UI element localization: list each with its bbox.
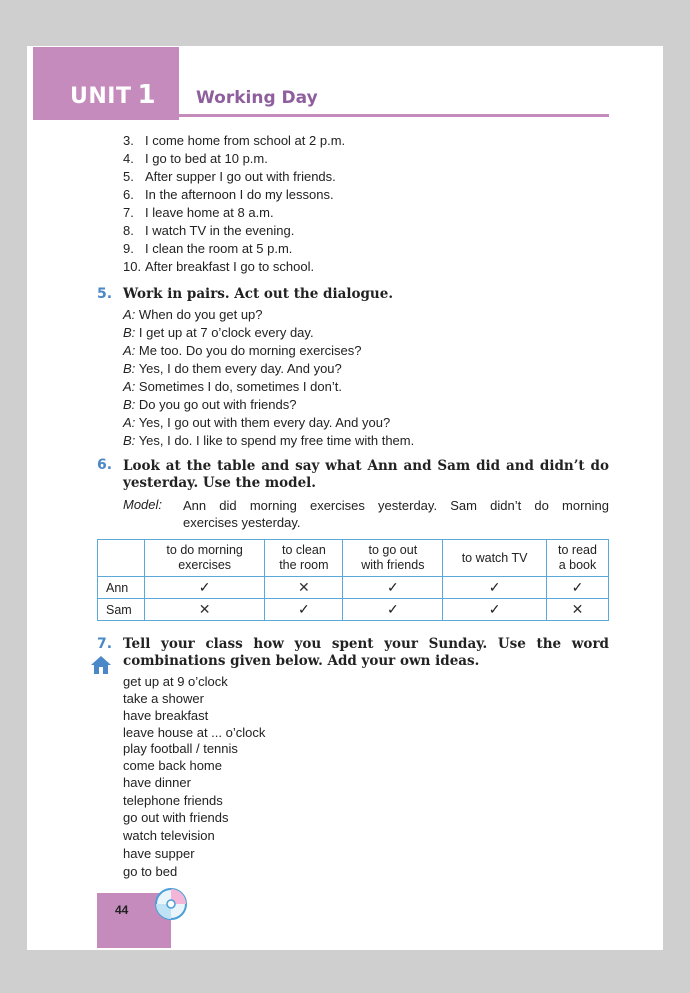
table-cell: ✓	[343, 577, 443, 599]
table-corner-cell	[98, 540, 145, 577]
list-item: 9. I clean the room at 5 p.m.	[123, 241, 293, 256]
dialogue-line: A: When do you get up?	[123, 307, 263, 322]
phrase-item: have dinner	[123, 775, 191, 790]
phrase-item: go to bed	[123, 864, 178, 879]
table-cell: ✓	[343, 599, 443, 621]
table-header: to clean the room	[265, 540, 343, 577]
dialogue-line: B: Do you go out with friends?	[123, 397, 297, 412]
cd-icon	[154, 887, 188, 921]
phrase-item: leave house at ... o’clock	[123, 725, 266, 740]
dialogue-line: B: Yes, I do them every day. And you?	[123, 361, 342, 376]
exercise-7-instruction-line1: Tell your class how you spent your Sunday. Use the word	[123, 636, 609, 652]
phrase-item: have breakfast	[123, 708, 209, 723]
page-number: 44	[115, 903, 129, 917]
phrase-item: have supper	[123, 846, 195, 861]
exercise-6-instruction-line1: Look at the table and say what Ann and Sam did and didn’t do	[123, 458, 609, 474]
table-cell: ✕	[265, 577, 343, 599]
row-name: Ann	[98, 577, 145, 599]
phrase-item: come back home	[123, 758, 222, 773]
dialogue-line: A: Sometimes I do, sometimes I don’t.	[123, 379, 342, 394]
phrase-item: telephone friends	[123, 793, 223, 808]
table-header: to watch TV	[443, 540, 547, 577]
table-cell: ✕	[145, 599, 265, 621]
table-row	[98, 577, 609, 599]
phrase-item: watch television	[123, 828, 215, 843]
exercise-7-number: 7.	[97, 636, 113, 652]
unit-title: Working Day	[196, 88, 318, 108]
dialogue-line: A: Yes, I go out with them every day. And you?	[123, 415, 391, 430]
home-icon	[90, 654, 112, 676]
table-header: to go out with friends	[343, 540, 443, 577]
table-header-row	[98, 540, 609, 577]
table-cell: ✓	[443, 599, 547, 621]
exercise-7-instruction-line2: combinations given below. Add your own ideas.	[123, 653, 480, 669]
exercise-6-instruction-line2: yesterday. Use the model.	[123, 475, 317, 491]
table-header: to do morning exercises	[145, 540, 265, 577]
list-item: 10. After breakfast I go to school.	[123, 259, 315, 274]
list-item: 8. I watch TV in the evening.	[123, 223, 295, 238]
exercise-5-number: 5.	[97, 286, 113, 302]
unit-number: 1	[137, 80, 157, 110]
table-cell: ✓	[145, 577, 265, 599]
list-item: 6. In the afternoon I do my lessons.	[123, 187, 334, 202]
table-cell: ✓	[443, 577, 547, 599]
unit-label: UNIT 1	[70, 80, 157, 110]
dialogue-line: A: Me too. Do you do morning exercises?	[123, 343, 362, 358]
exercise-5-instruction: Work in pairs. Act out the dialogue.	[123, 286, 394, 302]
table-cell: ✕	[546, 599, 608, 621]
activity-table	[97, 539, 609, 621]
model-label: Model:	[123, 497, 163, 512]
phrase-item: get up at 9 o’clock	[123, 674, 228, 689]
dialogue-line: B: Yes, I do. I like to spend my free time with them.	[123, 433, 415, 448]
table-cell: ✓	[265, 599, 343, 621]
dialogue-line: B: I get up at 7 o’clock every day.	[123, 325, 314, 340]
table-row	[98, 599, 609, 621]
exercise-6-number: 6.	[97, 457, 113, 473]
model-text: Ann did morning exercises yesterday. Sam didn’t do morning exercises yesterday.	[183, 498, 609, 530]
header-rule	[179, 114, 609, 117]
list-item: 7. I leave home at 8 a.m.	[123, 205, 274, 220]
table-cell: ✓	[546, 577, 608, 599]
row-name: Sam	[98, 599, 145, 621]
phrase-item: go out with friends	[123, 810, 229, 825]
list-item: 4. I go to bed at 10 p.m.	[123, 151, 268, 166]
list-item: 5. After supper I go out with friends.	[123, 169, 336, 184]
phrase-item: take a shower	[123, 691, 204, 706]
table-header: to read a book	[546, 540, 608, 577]
list-item: 3. I come home from school at 2 p.m.	[123, 133, 346, 148]
phrase-item: play football / tennis	[123, 741, 238, 756]
